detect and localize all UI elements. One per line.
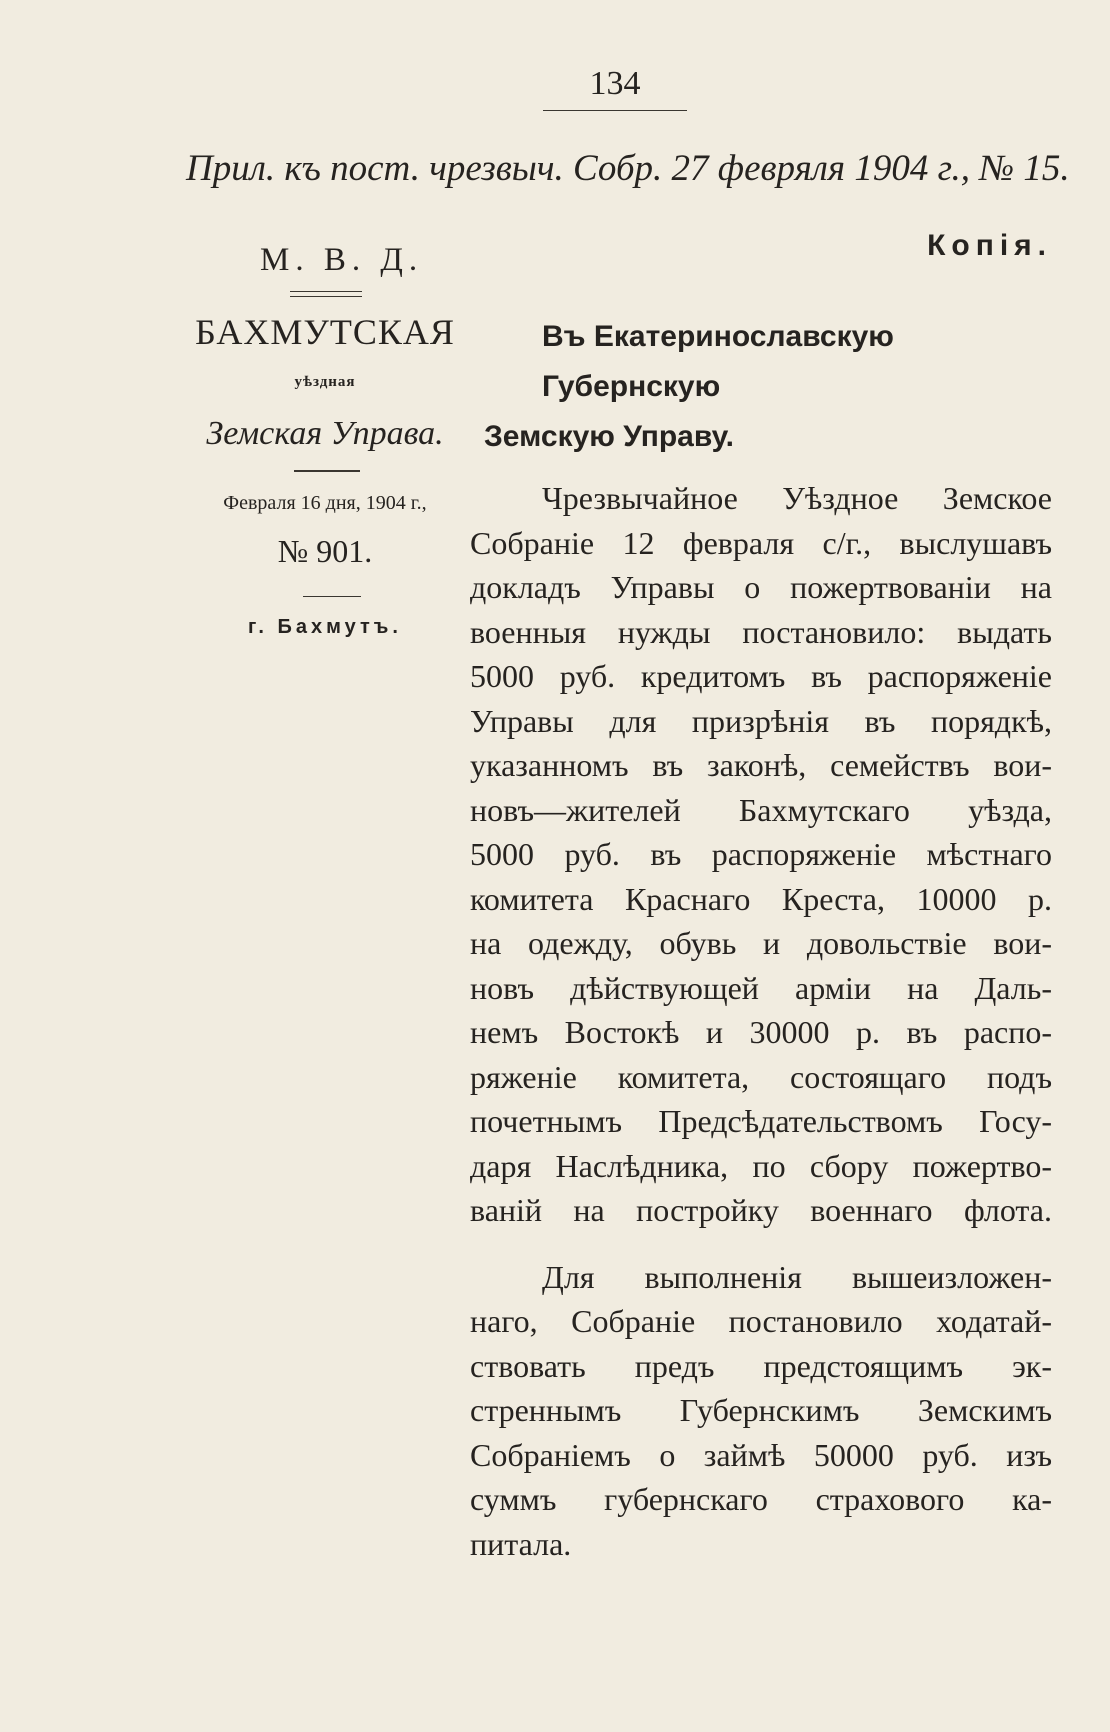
document-number: № 901. — [277, 533, 373, 569]
district-label: уѣздная — [294, 374, 356, 390]
text-line: докладъ Управы о пожертвованіи на — [470, 569, 1052, 605]
text-line: ряженіе комитета, состоящаго подъ — [470, 1058, 1052, 1095]
text-line: ваній на постройку военнаго флота. — [470, 1192, 1052, 1228]
addressee-block — [484, 312, 1052, 462]
copy-label: Копія. — [927, 229, 1052, 262]
addressee-line: Въ Екатеринославскую Губернскую — [542, 320, 894, 403]
text-line: на одежду, обувь и довольствіе вои- — [470, 925, 1052, 961]
paragraph-gap — [470, 1233, 1052, 1255]
dash-divider — [303, 596, 361, 597]
page-number-rule — [543, 110, 687, 111]
text-line: ствовать предъ предстоящимъ эк- — [470, 1347, 1052, 1384]
text-line: наго, Собраніе постановило ходатай- — [470, 1303, 1052, 1339]
text-line: указанномъ въ законѣ, семействъ вои- — [470, 747, 1052, 783]
text-line: 5000 руб. въ распоряженіе мѣстнаго — [470, 836, 1052, 872]
text-line: Собраніе 12 февраля с/г., выслушавъ — [470, 524, 1052, 561]
text-line: новъ—жителей Бахмутскаго уѣзда, — [470, 791, 1052, 828]
addressee-line: Земскую Управу. — [484, 420, 734, 453]
text-line: комитета Краснаго Креста, 10000 р. — [470, 880, 1052, 917]
double-rule-divider — [290, 291, 362, 297]
text-line: Чрезвычайное Уѣздное Земское — [542, 480, 1052, 516]
page-number: 134 — [589, 65, 641, 102]
text-line: военныя нужды постановило: выдать — [470, 613, 1052, 650]
text-line: Для выполненія вышеизложен- — [542, 1258, 1052, 1295]
single-rule-divider — [294, 470, 360, 472]
text-line: новъ дѣйствующей арміи на Даль- — [470, 969, 1052, 1006]
body-text — [470, 476, 1052, 1566]
text-line: стреннымъ Губернскимъ Земскимъ — [470, 1392, 1052, 1428]
text-line: почетнымъ Предсѣдательствомъ Госу- — [470, 1103, 1052, 1139]
board-name: БАХМУТСКАЯ — [195, 312, 455, 352]
paragraph-2 — [470, 1255, 1052, 1567]
text-line: питала. — [470, 1525, 572, 1562]
appendix-line: Прил. къ пост. чрезвыч. Собр. 27 февряля 1904 г., № 15. — [186, 148, 1070, 189]
board-title: Земская Управа. — [206, 415, 444, 452]
document-city: г. Бахмутъ. — [248, 616, 402, 638]
text-line: Управы для призрѣнія въ порядкѣ, — [470, 702, 1052, 739]
text-line: 5000 руб. кредитомъ въ распоряженіе — [470, 658, 1052, 694]
ministry-label: М. В. Д. — [260, 242, 424, 278]
paragraph-1 — [470, 476, 1052, 1233]
text-line: даря Наслѣдника, по сбору пожертво- — [470, 1147, 1052, 1184]
document-date: Февраля 16 дня, 1904 г., — [223, 492, 427, 514]
text-line: немъ Востокѣ и 30000 р. въ распо- — [470, 1014, 1052, 1050]
text-line: суммъ губернскаго страхового ка- — [470, 1481, 1052, 1517]
text-line: Собраніемъ о займѣ 50000 руб. изъ — [470, 1436, 1052, 1473]
